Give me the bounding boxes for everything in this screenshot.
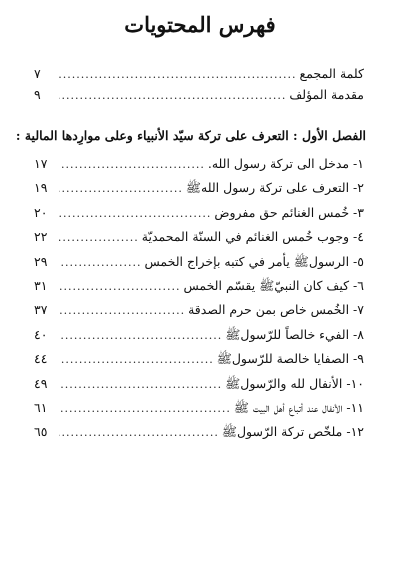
toc-entry-label: ٥- الرسولﷺ يأمر في كتبه بإخراج الخمس xyxy=(144,253,364,269)
dot-leader xyxy=(59,324,222,348)
toc-entry-page: ٢٩ xyxy=(34,253,48,269)
toc-entry-label: ١٢- ملخّص تركة الرّسولﷺ xyxy=(221,424,364,440)
toc-entry-page: ٣٧ xyxy=(34,302,48,318)
toc-entry-label: ٧- الخُمس خاص بمن حرم الصدقة xyxy=(188,302,364,318)
toc-entry xyxy=(34,152,364,176)
dot-leader xyxy=(59,251,141,275)
toc-entry xyxy=(34,372,364,396)
dot-leader xyxy=(59,275,180,299)
dot-leader xyxy=(59,226,139,250)
toc-entry xyxy=(34,347,364,371)
toc-entry-label: ١٠- الأنفال لله والرّسولﷺ xyxy=(225,375,364,391)
toc-entry xyxy=(34,274,364,298)
dot-leader xyxy=(59,85,286,106)
toc-entry-page: ٧ xyxy=(34,66,41,81)
dot-leader xyxy=(59,202,211,226)
toc-entry-label: مقدمة المؤلف xyxy=(289,87,364,102)
toc-entry-page: ١٩ xyxy=(34,180,48,196)
toc-entry-page: ٢٢ xyxy=(34,229,48,245)
dot-leader xyxy=(59,373,222,397)
intro-list xyxy=(34,63,364,105)
toc-entry xyxy=(34,84,364,105)
toc-entry-page: ١٧ xyxy=(34,156,48,171)
chapter-heading: الفصل الأول : التعرف على تركة سيّد الأنبياء وعلى موارِدها المالية : xyxy=(15,128,366,143)
toc-entry xyxy=(34,176,364,200)
toc-entry-label: ١١- الأنفال عند أتباع أهل البيت ﷺ xyxy=(233,399,364,415)
toc-entry-page: ٤٤ xyxy=(34,351,48,367)
toc-entry xyxy=(34,420,364,444)
toc-entry-page: ٤٠ xyxy=(34,326,48,342)
toc-entry xyxy=(34,63,364,84)
toc-entry-label: ١- مدخل الى تركة رسول الله. xyxy=(207,156,364,171)
toc-entry-page: ٤٩ xyxy=(34,375,48,391)
toc-entry-label: كلمة المجمع xyxy=(299,66,364,81)
dot-leader xyxy=(59,177,183,201)
toc-entry-label: ٦- كيف كان النبيّﷺ يقسّم الخمس xyxy=(183,277,364,293)
dot-leader xyxy=(59,397,231,421)
page-title: فهرس المحتويات xyxy=(124,12,276,37)
dot-leader xyxy=(59,299,185,323)
toc-entry-page: ٦٥ xyxy=(34,424,48,440)
toc-entry-page: ٦١ xyxy=(34,399,48,415)
chapter-list xyxy=(34,152,364,445)
toc-entry-label: ٩- الصفايا خالصة للرّسولﷺ xyxy=(216,351,364,367)
toc-entry xyxy=(34,396,364,420)
toc-entry xyxy=(34,323,364,347)
toc-entry-page: ٣١ xyxy=(34,277,48,293)
toc-entry-page: ٩ xyxy=(34,87,41,102)
dot-leader xyxy=(59,64,297,85)
toc-entry xyxy=(34,225,364,249)
toc-entry-label: ٤- وجوب خُمس الغنائم في السنّة المحمديّة xyxy=(141,229,364,245)
toc-entry-label: ٨- الفيء خالصاً للرّسولﷺ xyxy=(225,326,364,342)
toc-entry-label: ٣- خُمس الغنائم حق مفروض xyxy=(214,204,364,220)
toc-entry xyxy=(34,298,364,322)
toc-entry xyxy=(34,201,364,225)
dot-leader xyxy=(59,348,214,372)
toc-entry xyxy=(34,250,364,274)
dot-leader xyxy=(59,153,205,177)
toc-entry-label: ٢- التعرف على تركة رسول اللهﷺ xyxy=(185,180,364,196)
dot-leader xyxy=(59,421,219,445)
toc-entry-page: ٢٠ xyxy=(34,204,48,220)
